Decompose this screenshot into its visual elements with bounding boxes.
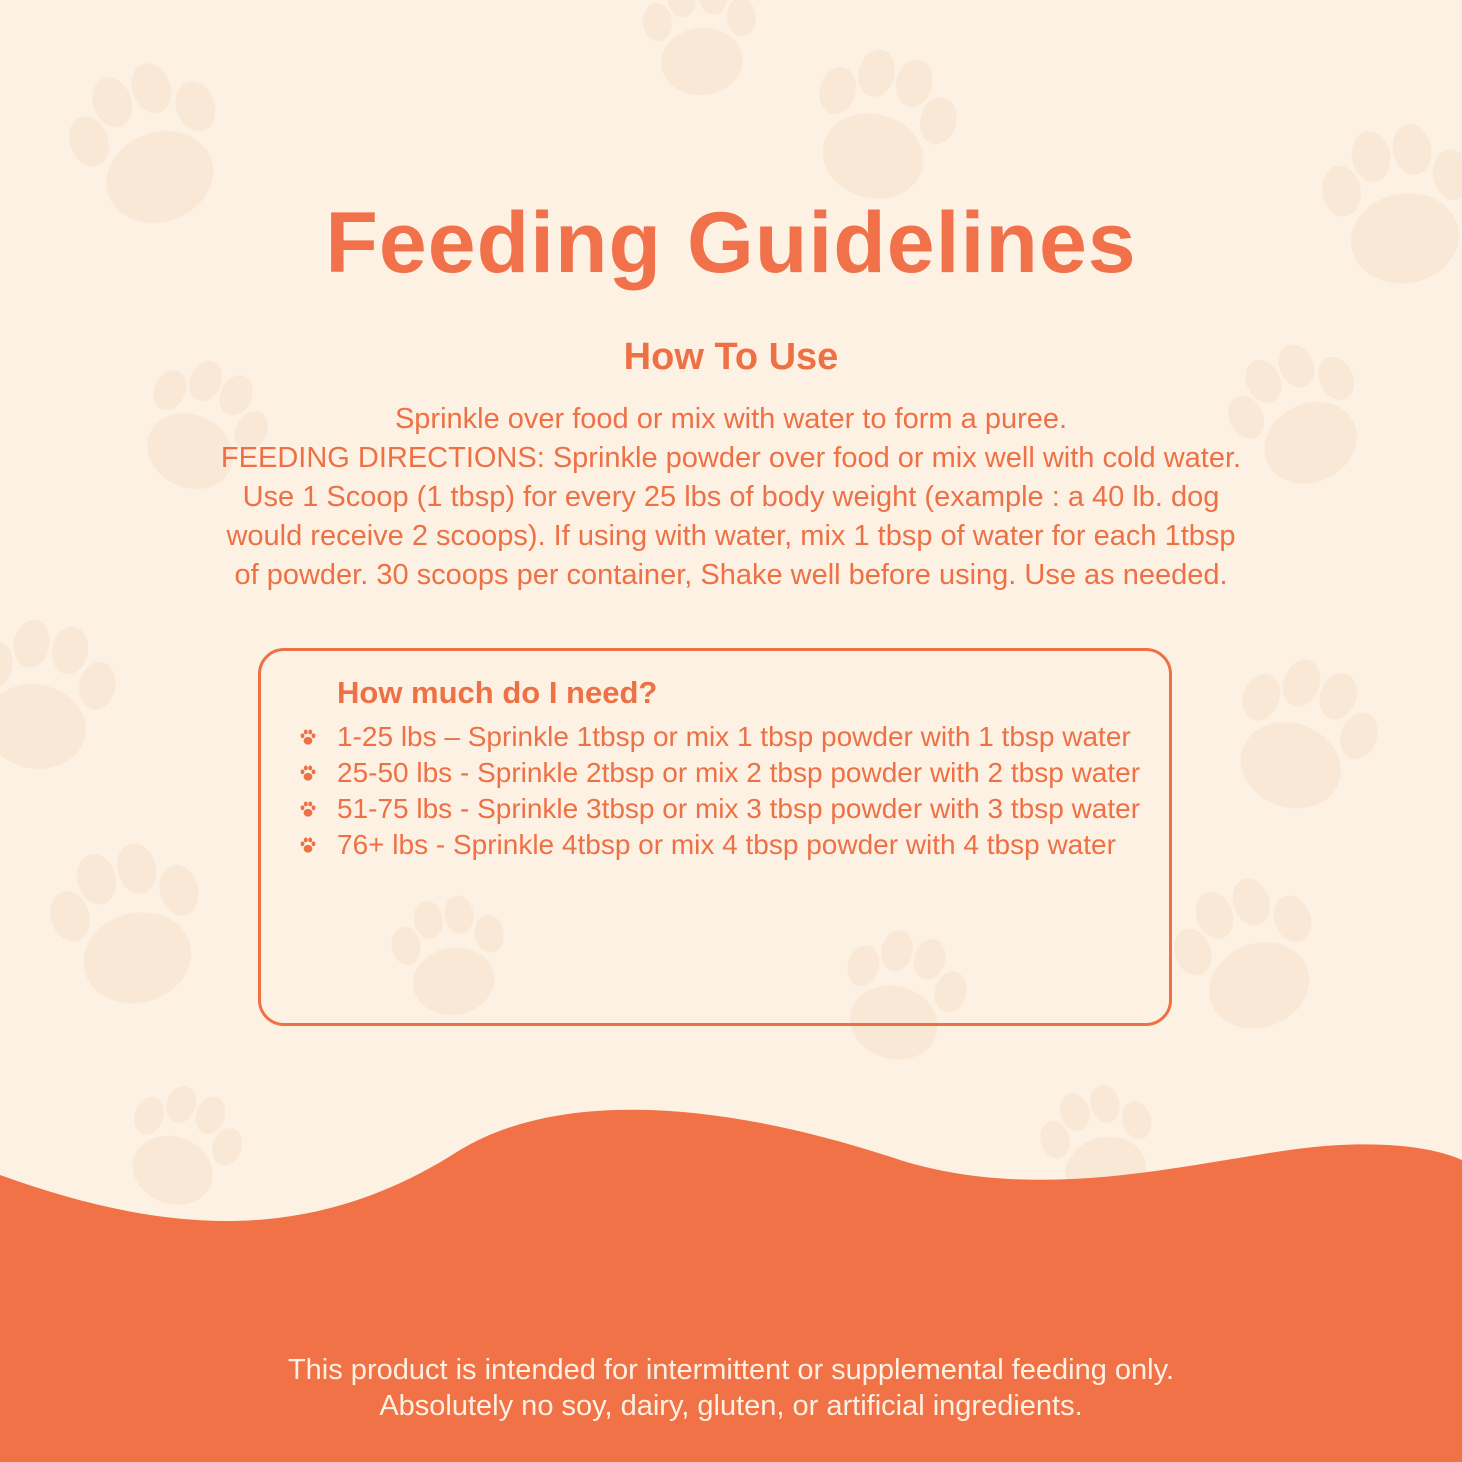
- list-item: [297, 755, 1147, 791]
- usage-instructions: [60, 400, 1402, 595]
- instruction-line: would receive 2 scoops). If using with water, mix 1 tbsp of water for each 1tbsp: [226, 520, 1236, 552]
- instruction-line: Use 1 Scoop (1 tbsp) for every 25 lbs of body weight (example : a 40 lb. dog: [242, 481, 1220, 513]
- list-item: [297, 719, 1147, 755]
- instruction-line: of powder. 30 scoops per container, Shake well before using. Use as needed.: [234, 559, 1228, 591]
- dosage-text: 76+ lbs - Sprinkle 4tbsp or mix 4 tbsp powder with 4 tbsp water: [337, 829, 1116, 860]
- dosage-box: [258, 648, 1172, 1026]
- footer-disclaimer: [0, 1352, 1462, 1424]
- paw-icon: [297, 835, 319, 857]
- footer-line: This product is intended for intermittent or supplemental feeding only.: [287, 1354, 1175, 1386]
- how-to-use-heading: How To Use: [623, 336, 839, 378]
- footer-line: Absolutely no soy, dairy, gluten, or artificial ingredients.: [379, 1390, 1083, 1422]
- list-item: [297, 791, 1147, 827]
- instruction-line: Sprinkle over food or mix with water to form a puree.: [394, 403, 1068, 435]
- dosage-text: 1-25 lbs – Sprinkle 1tbsp or mix 1 tbsp powder with 1 tbsp water: [337, 721, 1131, 752]
- dosage-text: 51-75 lbs - Sprinkle 3tbsp or mix 3 tbsp powder with 3 tbsp water: [337, 793, 1141, 824]
- dosage-list: [297, 719, 1147, 863]
- paw-icon: [297, 799, 319, 821]
- paw-icon: [297, 763, 319, 785]
- page-title: Feeding Guidelines: [325, 195, 1137, 291]
- paw-icon: [297, 727, 319, 749]
- dosage-text: 25-50 lbs - Sprinkle 2tbsp or mix 2 tbsp powder with 2 tbsp water: [337, 757, 1141, 788]
- list-item: [297, 827, 1147, 863]
- dosage-heading: How much do I need?: [337, 675, 658, 710]
- instruction-line: FEEDING DIRECTIONS: Sprinkle powder over food or mix well with cold water.: [220, 442, 1242, 474]
